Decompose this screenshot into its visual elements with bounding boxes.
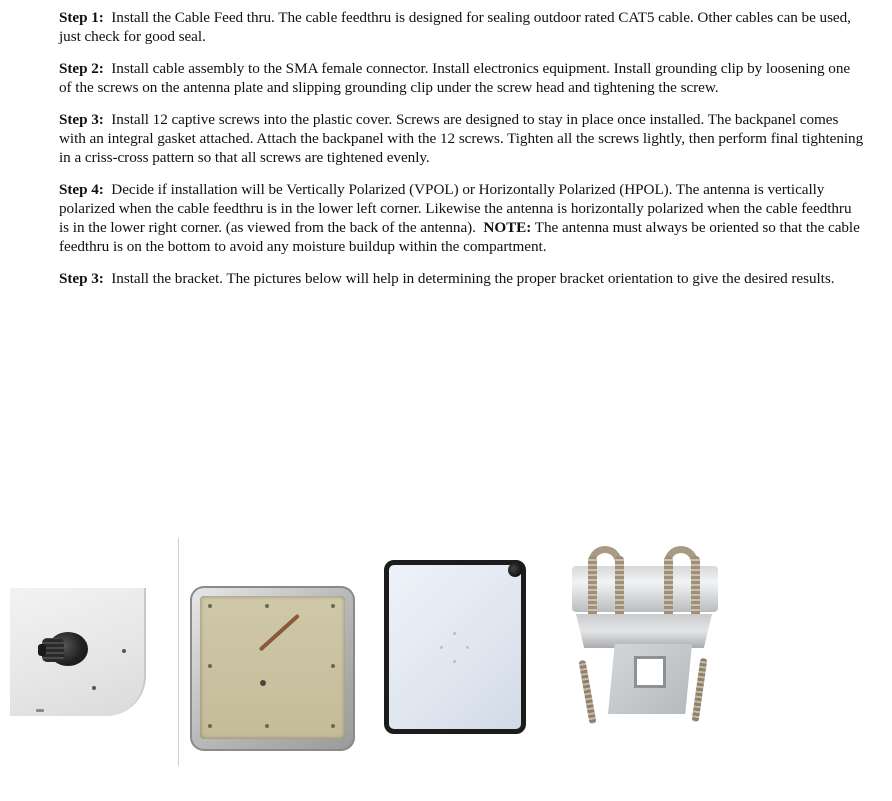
bracket-square-cutout	[634, 656, 666, 688]
screw-hole	[265, 604, 269, 608]
step-1	[59, 8, 864, 46]
step-5-label: Step 3:	[59, 270, 104, 287]
step-4-label: Step 4:	[59, 181, 104, 198]
cable-gland-tip	[38, 644, 46, 656]
cover-mark	[440, 646, 443, 649]
step-3-text: Install 12 captive screws into the plastic cover. Screws are designed to stay in place once installed. The backpanel comes with an integral gasket attached. Attach the backpanel with the 12 screws. Tighten all the screws lightly, then perform final tightening in a criss-cross pattern so that all screws are tightened evenly.	[59, 111, 864, 166]
screw-dot	[122, 649, 126, 653]
antenna-plate-surface	[200, 596, 345, 739]
screw-hole	[331, 724, 335, 728]
back-cover	[384, 560, 526, 734]
antenna-element	[259, 614, 300, 652]
threaded-rod	[578, 660, 596, 724]
cable-feedthru-photo	[10, 588, 152, 723]
step-5	[59, 269, 864, 288]
bracket-upper-plate	[576, 614, 712, 648]
step-2	[59, 59, 864, 97]
mounting-bracket-photo	[568, 540, 720, 742]
step-4-text: Decide if installation will be Vertically Polarized (VPOL) or Horizontally Polarized (HPOL). The antenna is vertically polarized when the cable feedthru is in the lower left corner. Likewise the antenna is horizontally polarized when the cable feedthru is in the lower right corner. (as viewed from the back of the antenna).	[59, 181, 852, 236]
step-2-text: Install cable assembly to the SMA female connector. Install electronics equipment. Install grounding clip by loosening one of the screws on the antenna plate and slipping grounding clip under the screw head and tightening the screw.	[59, 60, 851, 96]
center-screw	[260, 680, 266, 686]
step-1-label: Step 1:	[59, 9, 104, 26]
screw-hole	[208, 724, 212, 728]
step-4-note-label: NOTE:	[483, 219, 532, 236]
screw-hole	[208, 664, 212, 668]
screw-hole	[265, 724, 269, 728]
divider-line	[178, 538, 179, 766]
screw-hole	[208, 604, 212, 608]
instructions	[59, 8, 864, 301]
step-4	[59, 180, 864, 256]
antenna-back-cover-photo	[384, 560, 526, 734]
step-1-text: Install the Cable Feed thru. The cable feedthru is designed for sealing outdoor rated CAT5 cable. Other cables can be used, just check for good seal.	[59, 9, 851, 45]
screw-hole	[331, 604, 335, 608]
cover-mark	[453, 632, 456, 635]
step-3-label: Step 3:	[59, 111, 104, 128]
step-4-note-text: The antenna must always be oriented so that the cable feedthru is on the bottom to avoid any moisture buildup within the compartment.	[59, 219, 860, 255]
step-5-text: Install the bracket. The pictures below will help in determining the proper bracket orientation to give the desired results.	[111, 270, 835, 287]
screw-hole	[331, 664, 335, 668]
cover-mark	[453, 660, 456, 663]
step-2-label: Step 2:	[59, 60, 104, 77]
antenna-plate-photo	[190, 586, 355, 751]
cable-feedthru-hole	[508, 563, 522, 577]
step-3	[59, 110, 864, 167]
threaded-rod	[692, 658, 708, 722]
label-mark	[36, 709, 44, 712]
cover-mark	[466, 646, 469, 649]
screw-dot	[92, 686, 96, 690]
